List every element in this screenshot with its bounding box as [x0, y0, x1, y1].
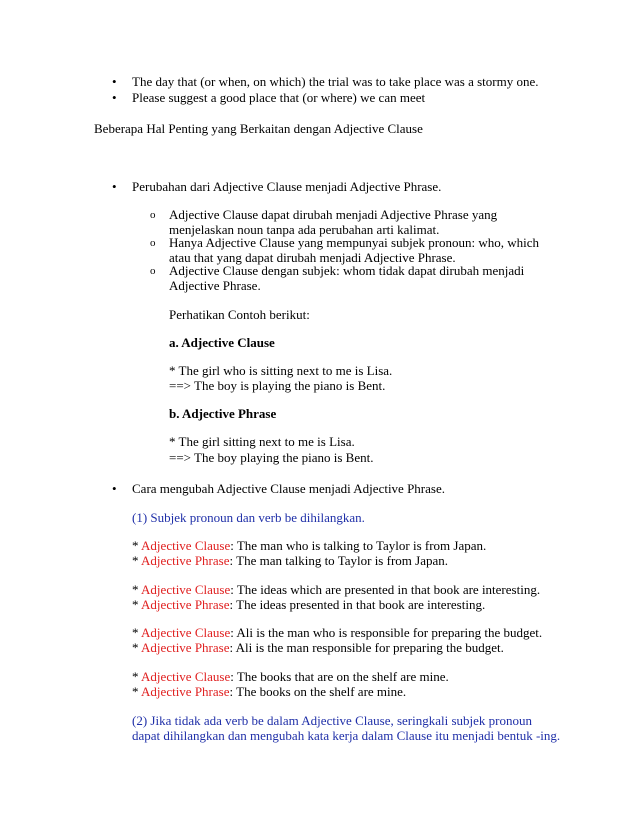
section2-title: Cara mengubah Adjective Clause menjadi Adjective Phrase.	[132, 481, 445, 496]
clause-example	[132, 582, 540, 598]
sub-item-2-line-2: atau that yang dapat dirubah menjadi Adjective Phrase.	[169, 250, 456, 265]
sub-item-2-line-1: Hanya Adjective Clause yang mempunyai subjek pronoun: who, which	[169, 235, 540, 250]
clause-example	[132, 625, 542, 641]
phrase-example	[132, 684, 406, 700]
phrase-example	[132, 553, 448, 569]
phrase-label: Adjective Phrase	[141, 597, 230, 612]
phrase-label: Adjective Phrase	[141, 684, 230, 699]
clause-example	[132, 538, 486, 554]
star: *	[132, 597, 142, 612]
star: *	[132, 684, 142, 699]
bullet-icon: •	[112, 179, 117, 194]
example-a-line-2: ==> The boy is playing the piano is Bent.	[169, 378, 386, 393]
phrase-text: : The ideas presented in that book are interesting.	[229, 597, 486, 612]
section1-title: Perubahan dari Adjective Clause menjadi Adjective Phrase.	[132, 179, 442, 194]
sub-item-1-line-1: Adjective Clause dapat dirubah menjadi Adjective Phrase yang	[169, 207, 498, 222]
phrase-text: : Ali is the man responsible for preparing the budget.	[229, 640, 504, 655]
clause-text: : The books that are on the shelf are mine.	[230, 669, 449, 684]
phrase-example	[132, 597, 485, 613]
sub-item-3-line-2: Adjective Phrase.	[169, 278, 261, 293]
star: *	[132, 582, 142, 597]
sub-bullet-icon: o	[150, 237, 156, 249]
bullet-icon: •	[112, 90, 117, 105]
clause-example	[132, 669, 449, 685]
clause-text: : Ali is the man who is responsible for preparing the budget.	[230, 625, 543, 640]
star: *	[132, 553, 142, 568]
top-bullet-1: The day that (or when, on which) the trial was to take place was a stormy one.	[132, 74, 539, 89]
section-heading: Beberapa Hal Penting yang Berkaitan dengan Adjective Clause	[94, 121, 423, 136]
example-b-line-1: * The girl sitting next to me is Lisa.	[169, 434, 355, 449]
clause-label: Adjective Clause	[141, 669, 231, 684]
example-b-line-2: ==> The boy playing the piano is Bent.	[169, 450, 374, 465]
clause-label: Adjective Clause	[141, 625, 231, 640]
example-b-title: b. Adjective Phrase	[169, 406, 277, 421]
clause-text: : The ideas which are presented in that book are interesting.	[230, 582, 541, 597]
phrase-text: : The books on the shelf are mine.	[229, 684, 407, 699]
rule-2-line-1: (2) Jika tidak ada verb be dalam Adjective Clause, seringkali subjek pronoun	[132, 713, 532, 728]
star: *	[132, 625, 142, 640]
phrase-text: : The man talking to Taylor is from Japan.	[229, 553, 448, 568]
clause-label: Adjective Clause	[141, 582, 231, 597]
bullet-icon: •	[112, 74, 117, 89]
phrase-example	[132, 640, 504, 656]
clause-text: : The man who is talking to Taylor is from Japan.	[230, 538, 487, 553]
phrase-label: Adjective Phrase	[141, 553, 230, 568]
clause-label: Adjective Clause	[141, 538, 231, 553]
star: *	[132, 669, 142, 684]
sub-bullet-icon: o	[150, 209, 156, 221]
example-a-line-1: * The girl who is sitting next to me is Lisa.	[169, 363, 393, 378]
sub-item-3-line-1: Adjective Clause dengan subjek: whom tidak dapat dirubah menjadi	[169, 263, 525, 278]
top-bullet-2: Please suggest a good place that (or where) we can meet	[132, 90, 426, 105]
rule-2-line-2: dapat dihilangkan dan mengubah kata kerja dalam Clause itu menjadi bentuk -ing.	[132, 728, 561, 743]
sub-bullet-icon: o	[150, 265, 156, 277]
bullet-icon: •	[112, 481, 117, 496]
star: *	[132, 640, 142, 655]
rule-1: (1) Subjek pronoun dan verb be dihilangkan.	[132, 510, 365, 525]
example-a-title: a. Adjective Clause	[169, 335, 275, 350]
example-intro: Perhatikan Contoh berikut:	[169, 307, 310, 322]
star: *	[132, 538, 142, 553]
phrase-label: Adjective Phrase	[141, 640, 230, 655]
sub-item-1-line-2: menjelaskan noun tanpa ada perubahan arti kalimat.	[169, 222, 440, 237]
